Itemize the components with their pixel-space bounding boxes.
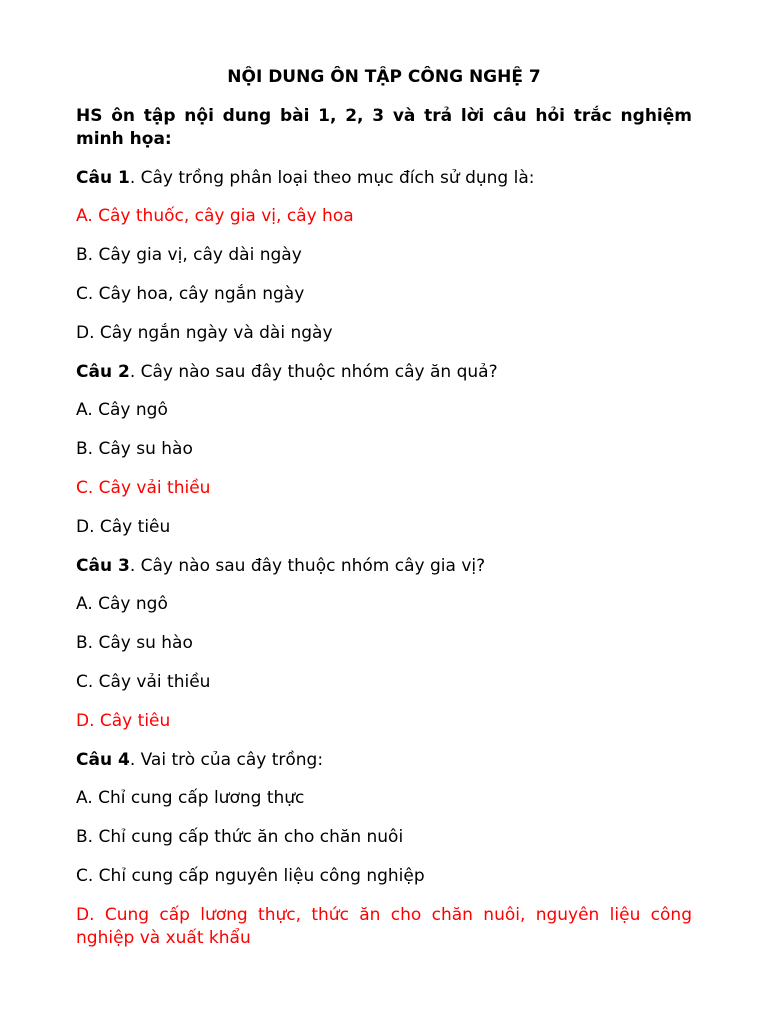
question-text: . Cây nào sau đây thuộc nhóm cây ăn quả?: [129, 361, 498, 382]
question-stem: [76, 361, 692, 384]
answer-option-c: C. Cây vải thiều: [76, 671, 211, 692]
answer-option-b: B. Chỉ cung cấp thức ăn cho chăn nuôi: [76, 827, 404, 848]
question-2: [76, 361, 692, 539]
answer-option-b: B. Cây gia vị, cây dài ngày: [76, 245, 302, 266]
intro-instruction: HS ôn tập nội dung bài 1, 2, 3 và trả lời câu hỏi trắc nghiệm minh họa:: [76, 105, 692, 149]
question-text: . Cây nào sau đây thuộc nhóm cây gia vị?: [129, 555, 486, 576]
question-text: . Cây trồng phân loại theo mục đích sử dụng là:: [129, 167, 535, 188]
answer-option-c: C. Cây vải thiều: [76, 477, 211, 498]
answer-option-d: D. Cây ngắn ngày và dài ngày: [76, 322, 333, 343]
answer-option-a: A. Cây thuốc, cây gia vị, cây hoa: [76, 206, 354, 227]
question-label: Câu 1: [76, 167, 130, 188]
answer-option-b: B. Cây su hào: [76, 633, 193, 654]
answer-option-a: A. Cây ngô: [76, 594, 168, 615]
question-label: Câu 4: [76, 749, 130, 770]
answer-option-a: A. Chỉ cung cấp lương thực: [76, 788, 305, 809]
answer-option-d: D. Cung cấp lương thực, thức ăn cho chăn nuôi, nguyên liệu công nghiệp và xuất khẩu: [76, 904, 692, 948]
question-stem: [76, 555, 692, 578]
answer-option-c: C. Chỉ cung cấp nguyên liệu công nghiệp: [76, 865, 425, 886]
question-stem: [76, 749, 692, 772]
document-page: [76, 66, 692, 966]
question-label: Câu 2: [76, 361, 130, 382]
question-3: [76, 555, 692, 733]
answer-option-d: D. Cây tiêu: [76, 710, 171, 731]
answer-option-a: A. Cây ngô: [76, 400, 168, 421]
question-4: [76, 749, 692, 950]
answer-option-b: B. Cây su hào: [76, 439, 193, 460]
question-text: . Vai trò của cây trồng:: [129, 749, 324, 770]
question-stem: [76, 167, 692, 190]
answer-option-c: C. Cây hoa, cây ngắn ngày: [76, 283, 305, 304]
document-title: NỘI DUNG ÔN TẬP CÔNG NGHỆ 7: [227, 67, 541, 87]
question-1: [76, 167, 692, 345]
answer-option-d: D. Cây tiêu: [76, 516, 171, 537]
question-label: Câu 3: [76, 555, 130, 576]
